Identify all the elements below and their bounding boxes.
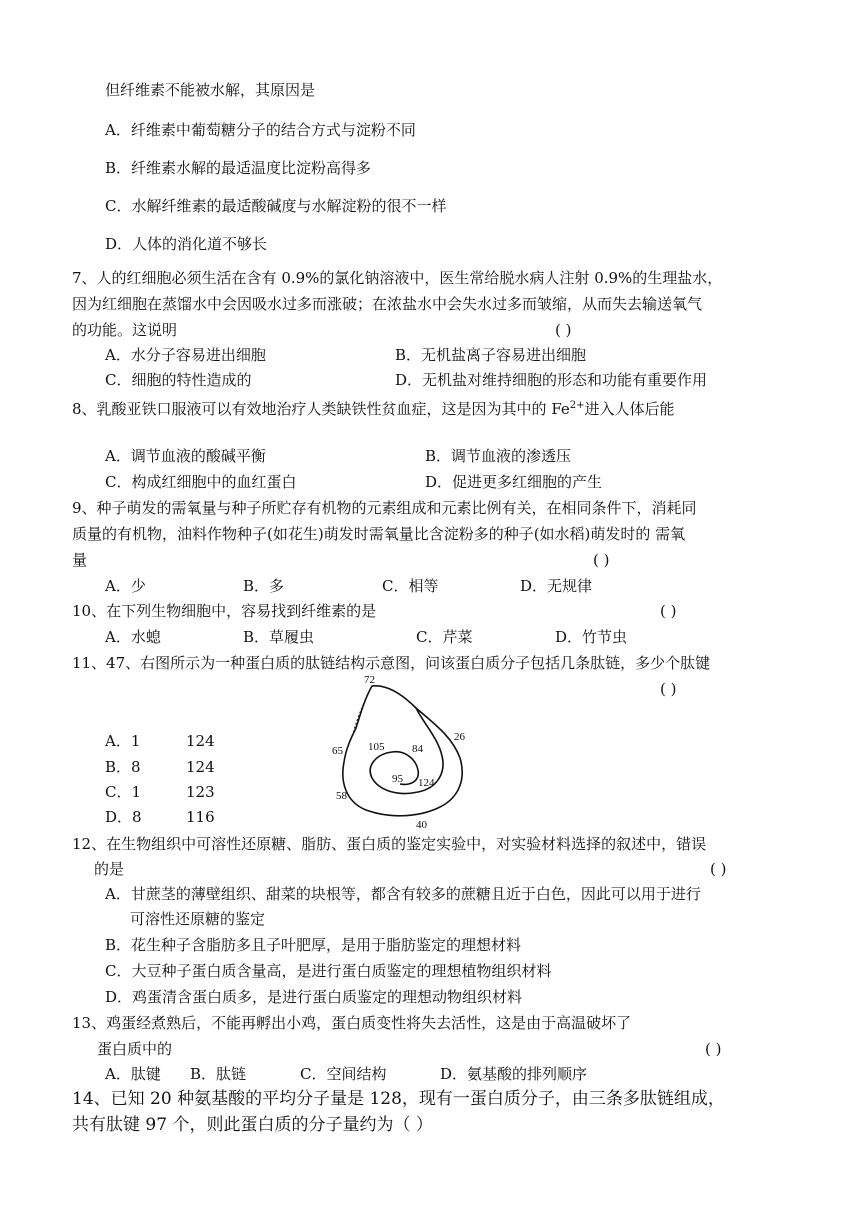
q7-line1: 7、人的红细胞必须生活在含有 0.9%的氯化钠溶液中，医生常给脱水病人注射 0.9%的生理盐水，: [72, 269, 723, 287]
fig-label-58: 58: [336, 790, 347, 802]
q9-line3: 量: [72, 551, 88, 569]
q11-option-a-value: 124: [186, 732, 215, 750]
q13-answer-blank: ( ): [705, 1040, 722, 1058]
q9-option-d: D．无规律: [520, 577, 593, 595]
q11-option-d: [105, 807, 142, 827]
q9-option-b: B．多: [243, 577, 285, 595]
fig-label-84: 84: [412, 743, 423, 755]
q12-option-b: B．花生种子含脂肪多且子叶肥厚，是用于脂肪鉴定的理想材料: [105, 936, 522, 954]
q13-line2: 蛋白质中的: [97, 1040, 173, 1058]
q8-superscript: 2+: [569, 400, 585, 411]
q9-line1: 9、种子萌发的需氧量与种子所贮存有机物的元素组成和元素比例有关，在相同条件下，消耗同: [72, 499, 697, 517]
q11-option-c-value: 123: [186, 783, 215, 801]
q12-option-a-line1: A．甘蔗茎的薄壁组织、甜菜的块根等，都含有较多的蔗糖且近于白色，因此可以用于进行: [105, 885, 701, 903]
q13-option-a: A．肽键: [105, 1065, 161, 1083]
fig-label-95: 95: [392, 773, 403, 785]
fig-label-40: 40: [416, 819, 427, 831]
fig-label-72: 72: [364, 674, 375, 686]
q9-option-c: C．相等: [382, 577, 439, 595]
q6-option-c: C．水解纤维素的最适酸碱度与水解淀粉的很不一样: [105, 197, 447, 215]
q12-answer-blank: ( ): [710, 860, 727, 878]
q8-option-a: A．调节血液的酸碱平衡: [105, 447, 266, 465]
q7-answer-blank: ( ): [555, 321, 572, 339]
q11-line1: 11、47、右图所示为一种蛋白质的肽链结构示意图，问该蛋白质分子包括几条肽链，多少个肽键: [72, 654, 711, 672]
fig-label-65: 65: [332, 745, 343, 757]
q6-option-a: A．纤维素中葡萄糖分子的结合方式与淀粉不同: [105, 121, 416, 139]
q9-option-a: A．少: [105, 577, 146, 595]
q13-line1: 13、鸡蛋经煮熟后，不能再孵出小鸡，蛋白质变性将失去活性，这是由于高温破坏了: [72, 1014, 632, 1032]
q11-option-c-letter: C．1: [105, 783, 142, 801]
q10-line1: 10、在下列生物细胞中，容易找到纤维素的是: [72, 602, 377, 620]
peptide-chain-path: [343, 686, 462, 816]
q14-line1: 14、已知 20 种氨基酸的平均分子量是 128，现有一蛋白质分子，由三条多肽链组成，: [72, 1089, 725, 1109]
q11-option-c: [105, 782, 141, 802]
q12-option-c: C．大豆种子蛋白质含量高，是进行蛋白质鉴定的理想植物组织材料: [105, 962, 552, 980]
q6-option-d: D．人体的消化道不够长: [105, 235, 268, 253]
peptide-chain-figure: [320, 672, 480, 832]
q6-option-b: B．纤维素水解的最适温度比淀粉高得多: [105, 159, 372, 177]
q11-option-d-letter: D．8: [105, 808, 142, 826]
q12-line1: 12、在生物组织中可溶性还原糖、脂肪、蛋白质的鉴定实验中，对实验材料选择的叙述中，错误: [72, 835, 707, 853]
q6-stem: 但纤维素不能被水解，其原因是: [105, 81, 316, 99]
q9-line2: 质量的有机物，油料作物种子(如花生)萌发时需氧量比含淀粉多的种子(如水稻)萌发时的 需氧: [72, 525, 686, 543]
q7-option-d: D．无机盐对维持细胞的形态和功能有重要作用: [395, 371, 708, 389]
q8-line1-b: 进入人体后能: [584, 400, 675, 418]
q11-option-b-value: 124: [186, 758, 215, 776]
q10-option-b: B．草履虫: [243, 628, 315, 646]
q14-line2: 共有肽键 97 个，则此蛋白质的分子量约为（ ）: [72, 1115, 433, 1135]
q10-option-a: A．水螅: [105, 628, 161, 646]
q8-option-c: C．构成红细胞中的血红蛋白: [105, 473, 297, 491]
q7-option-a: A．水分子容易进出细胞: [105, 346, 266, 364]
fig-label-124: 124: [418, 777, 435, 789]
q8-option-b: B．调节血液的渗透压: [425, 447, 572, 465]
q8-line1: [72, 396, 675, 419]
fig-label-26: 26: [454, 731, 465, 743]
q11-option-b: [105, 757, 141, 777]
q13-option-b: B．肽链: [190, 1065, 247, 1083]
q11-option-a-letter: A．1: [105, 732, 141, 750]
q10-answer-blank: ( ): [660, 602, 677, 620]
q12-option-d: D．鸡蛋清含蛋白质多，是进行蛋白质鉴定的理想动物组织材料: [105, 988, 523, 1006]
q12-line2: 的是: [94, 860, 125, 878]
q13-option-d: D．氨基酸的排列顺序: [440, 1065, 588, 1083]
q7-line2: 因为红细胞在蒸馏水中会因吸水过多而涨破；在浓盐水中会失水过多而皱缩，从而失去输送氧气: [72, 295, 703, 313]
q8-option-d: D．促进更多红细胞的产生: [425, 473, 603, 491]
q10-option-d: D．竹节虫: [555, 628, 628, 646]
q9-answer-blank: ( ): [593, 551, 610, 569]
q11-answer-blank: ( ): [660, 680, 677, 698]
q12-option-a-line2: 可溶性还原糖的鉴定: [130, 910, 266, 928]
q10-option-c: C．芹菜: [416, 628, 473, 646]
fig-label-105: 105: [368, 741, 385, 753]
q7-option-b: B．无机盐离子容易进出细胞: [395, 346, 587, 364]
q7-line3: 的功能。这说明: [72, 321, 178, 339]
q13-option-c: C．空间结构: [300, 1065, 387, 1083]
q11-option-b-letter: B．8: [105, 758, 141, 776]
q7-option-c: C．细胞的特性造成的: [105, 371, 252, 389]
q11-option-d-value: 116: [186, 808, 215, 826]
q8-line1-a: 8、乳酸亚铁口服液可以有效地治疗人类缺铁性贫血症，这是因为其中的 Fe: [72, 400, 570, 418]
q11-option-a: [105, 731, 140, 751]
